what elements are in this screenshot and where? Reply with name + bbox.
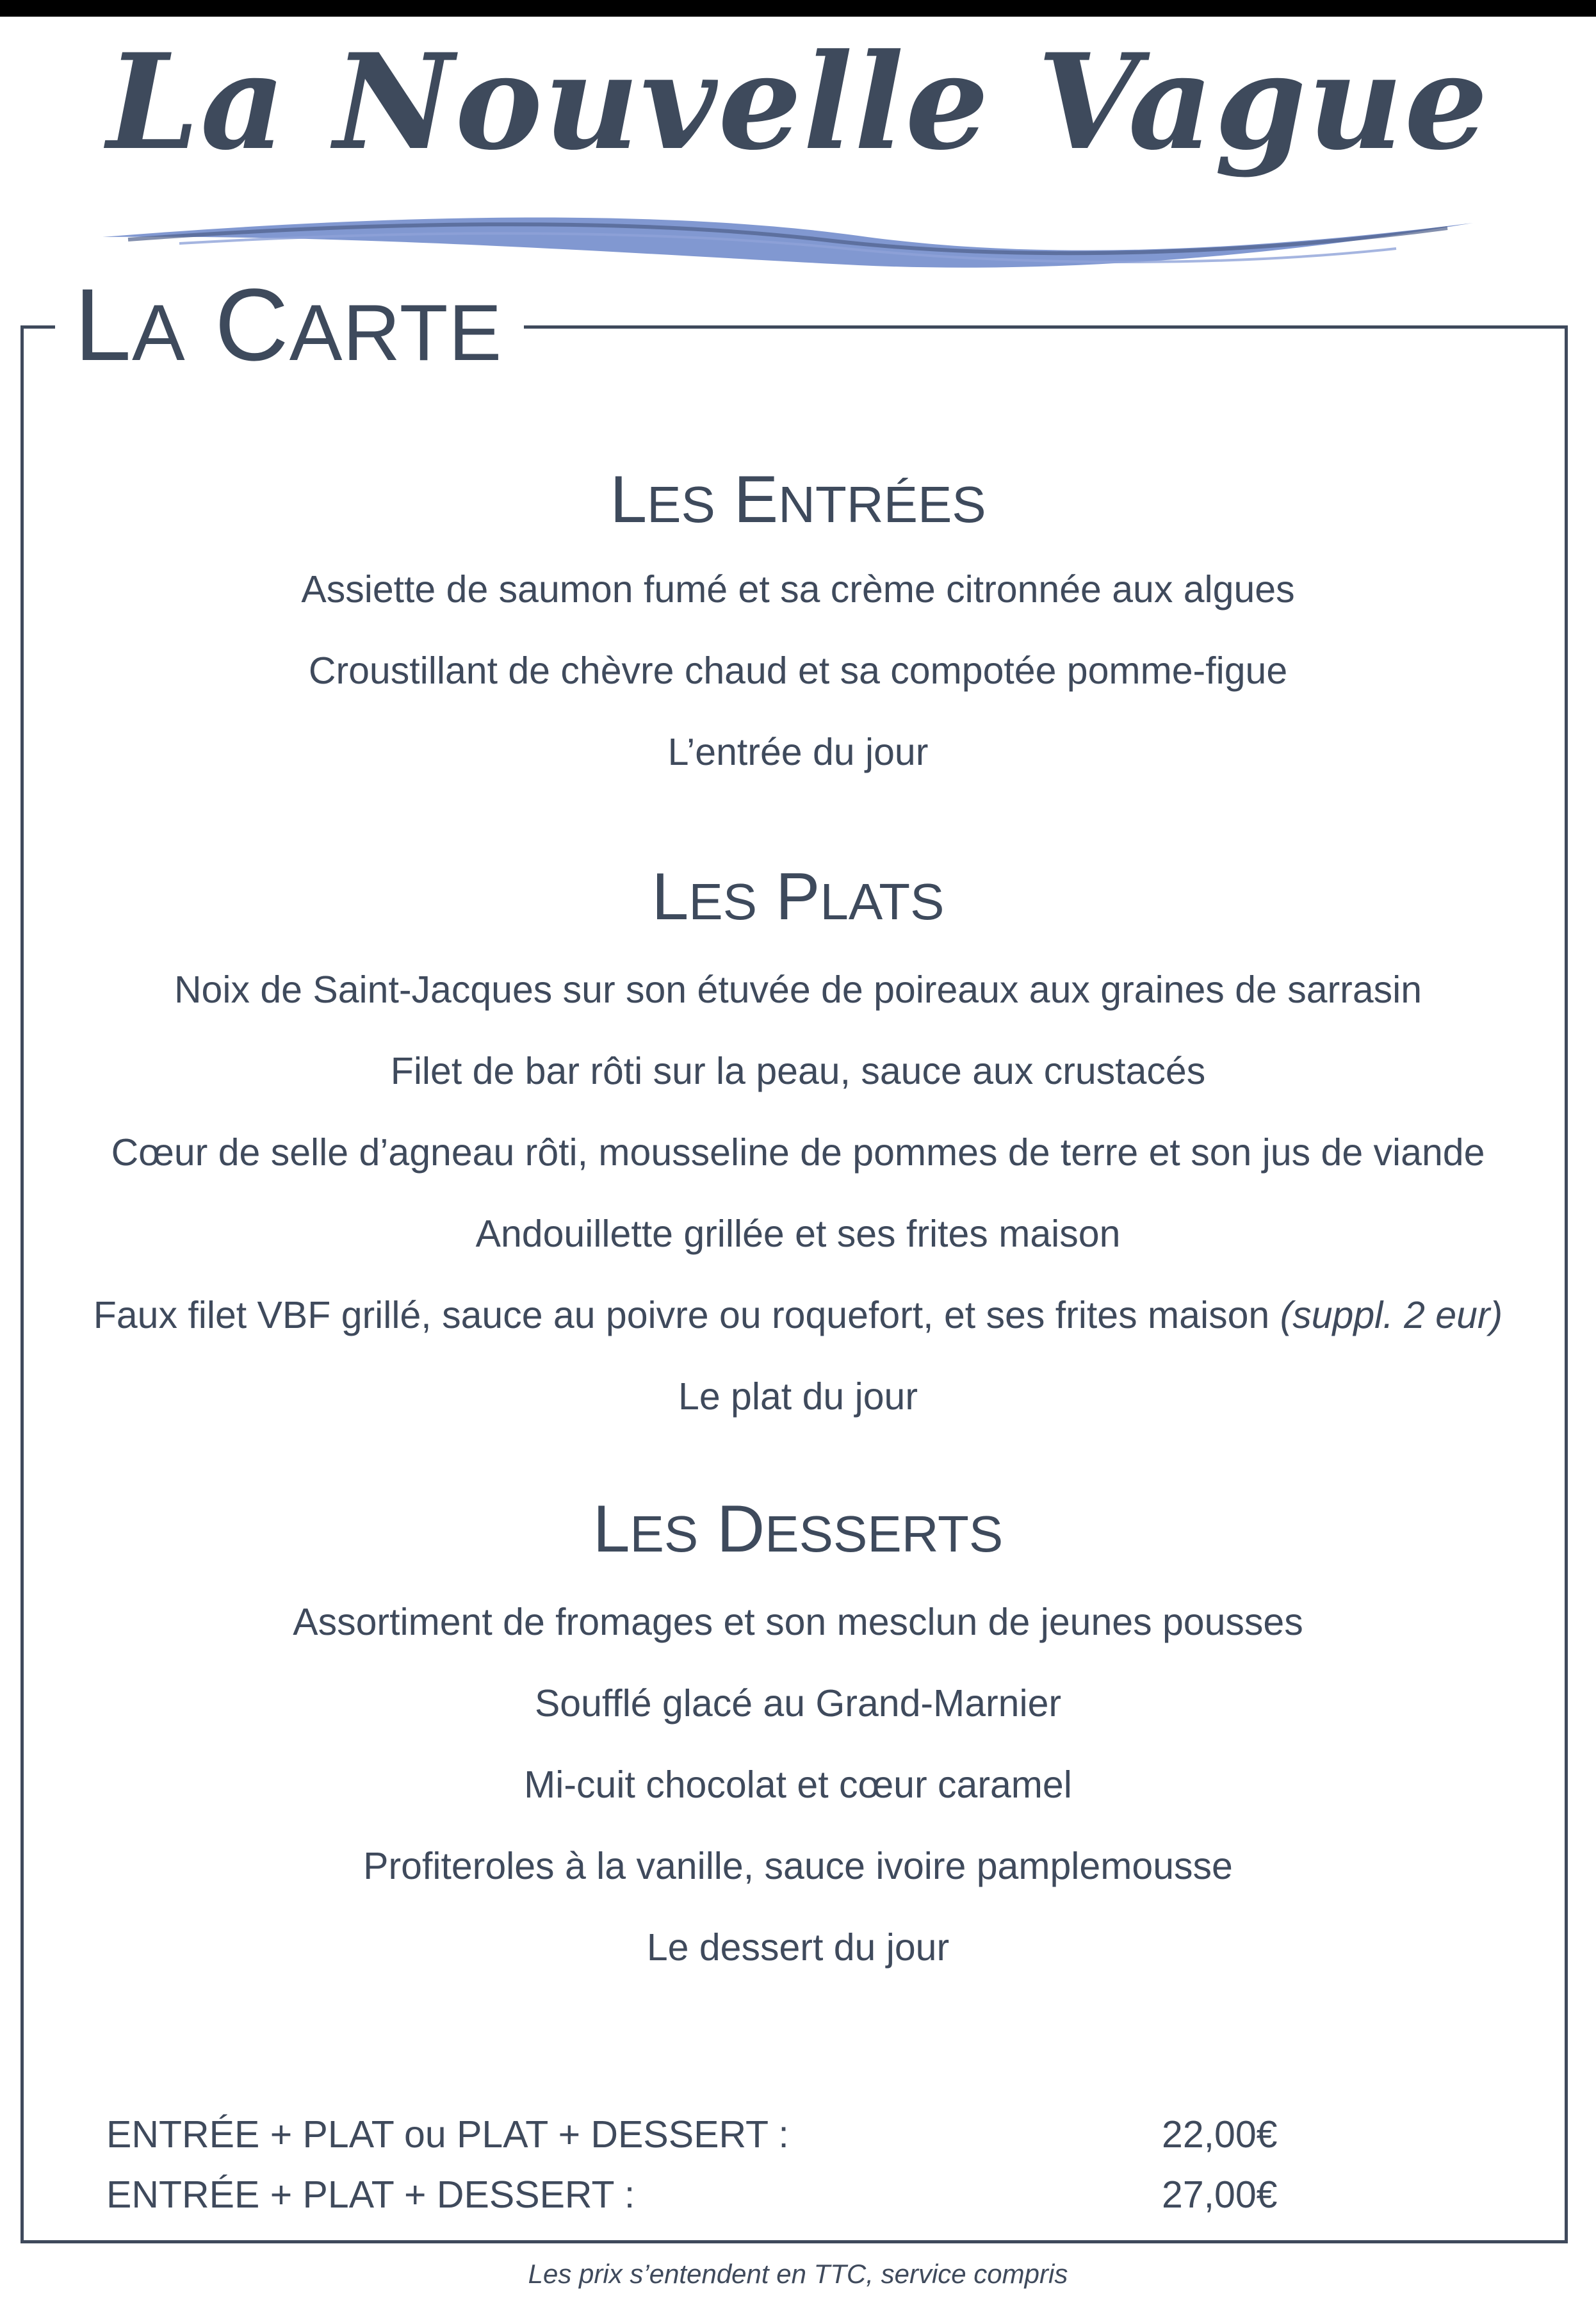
formula-label: ENTRÉE + PLAT + DESSERT : [106,2174,635,2216]
section-title-plats: LES PLATS [651,860,945,934]
menu-item: Croustillant de chèvre chaud et sa compotée pomme-figue [308,650,1288,692]
formula-price: 22,00€ [1162,2113,1278,2156]
menu-item: Profiteroles à la vanille, sauce ivoire pamplemousse [363,1845,1233,1887]
menu-item: Noix de Saint-Jacques sur son étuvée de poireaux aux graines de sarrasin [174,969,1422,1011]
page-title: LA CARTE [55,258,524,400]
top-bar [0,0,1596,17]
section-title-desserts: LES DESSERTS [592,1492,1004,1566]
menu-item: Faux filet VBF grillé, sauce au poivre ou roquefort, et ses frites maison (suppl. 2 eur) [93,1294,1503,1336]
menu-item: L’entrée du jour [667,731,929,773]
menu-item: Assiette de saumon fumé et sa crème citronnée aux algues [301,568,1295,610]
menu-item: Filet de bar rôti sur la peau, sauce aux crustacés [390,1050,1206,1092]
menu-item: Soufflé glacé au Grand-Marnier [534,1682,1062,1724]
formula-price: 27,00€ [1162,2174,1278,2216]
menu-item: Mi-cuit chocolat et cœur caramel [524,1764,1072,1806]
supplement-note: (suppl. 2 eur) [1280,1294,1503,1336]
formula-label: ENTRÉE + PLAT ou PLAT + DESSERT : [106,2113,789,2156]
menu-item: Le dessert du jour [646,1926,950,1969]
section-title-entrees: LES ENTRÉES [610,463,986,537]
restaurant-logo-title: La Nouvelle Vague [106,26,1490,179]
menu-item: Cœur de selle d’agneau rôti, mousseline de pommes de terre et son jus de viande [111,1131,1485,1174]
menu-item: Le plat du jour [678,1375,918,1418]
menu-item: Andouillette grillée et ses frites maison [475,1213,1121,1255]
footnote: Les prix s’entendent en TTC, service compris [528,2259,1068,2289]
menu-item: Assortiment de fromages et son mesclun de jeunes pousses [293,1601,1303,1643]
